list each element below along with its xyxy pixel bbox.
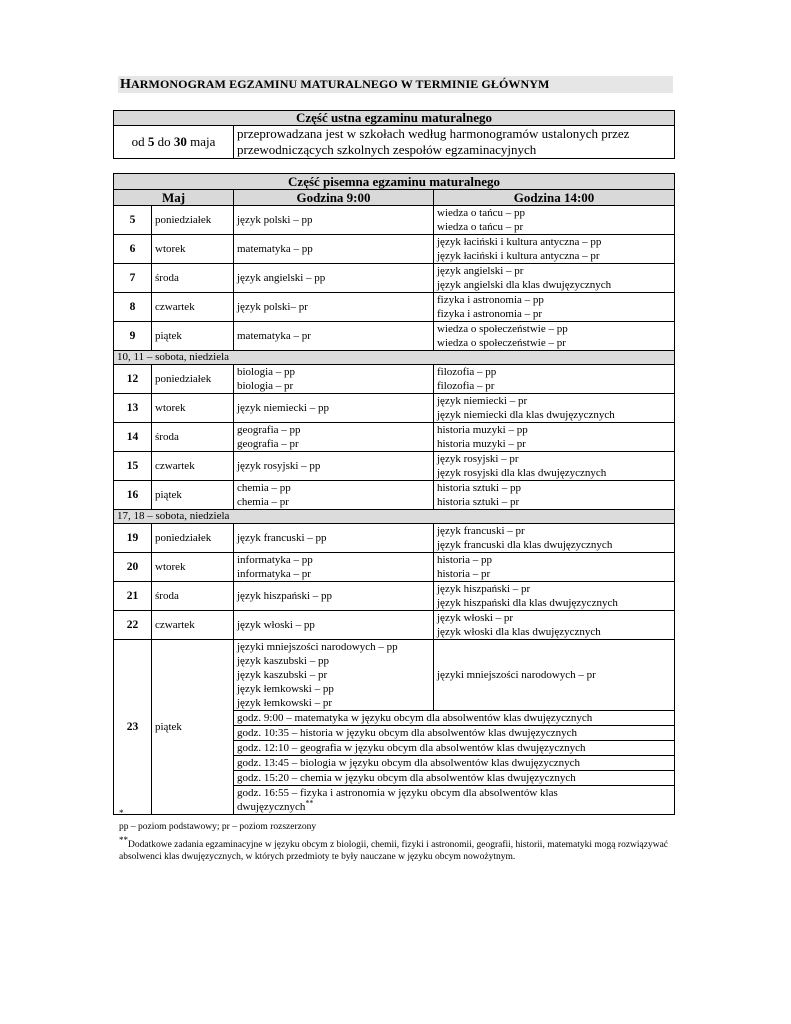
weekday: środa: [152, 264, 234, 293]
morning-exams: język włoski – pp: [234, 611, 434, 640]
day-number: 13: [114, 394, 152, 423]
morning-exams: informatyka – pp informatyka – pr: [234, 553, 434, 582]
weekday: czwartek: [152, 452, 234, 481]
column-header-month: Maj: [114, 190, 234, 206]
schedule-row: [114, 394, 675, 423]
afternoon-exams: język łaciński i kultura antyczna – pp język łaciński i kultura antyczna – pr: [434, 235, 675, 264]
morning-exams: język hiszpański – pp: [234, 582, 434, 611]
day-number: 21: [114, 582, 152, 611]
weekday: piątek: [152, 640, 234, 815]
weekend-row: 10, 11 – sobota, niedziela: [114, 351, 675, 365]
schedule-row: [114, 365, 675, 394]
oral-exam-description: przeprowadzana jest w szkołach według harmonogramów ustalonych przez przewodniczących szkolnych zespołów egzaminacyjnych: [234, 126, 675, 159]
afternoon-exams: historia – pp historia – pr: [434, 553, 675, 582]
morning-exams: język angielski – pp: [234, 264, 434, 293]
weekday: wtorek: [152, 235, 234, 264]
weekday: piątek: [152, 322, 234, 351]
morning-exams: język polski– pr: [234, 293, 434, 322]
morning-exams: biologia – pp biologia – pr: [234, 365, 434, 394]
day-number: 23: [114, 640, 152, 815]
bilingual-exam: godz. 16:55 – fizyka i astronomia w języku obcym dla absolwentów klas dwujęzycznych**: [234, 786, 675, 815]
schedule-row: [114, 611, 675, 640]
weekday: środa: [152, 423, 234, 452]
morning-exams: język francuski – pp: [234, 524, 434, 553]
morning-exams: język polski – pp: [234, 206, 434, 235]
oral-exam-header: Część ustna egzaminu maturalnego: [114, 111, 675, 126]
schedule-row: [114, 235, 675, 264]
morning-exams: języki mniejszości narodowych – pp język kaszubski – pp język kaszubski – pr język łemkowski – pp język łemkowski – pr: [234, 640, 434, 711]
afternoon-exams: filozofia – pp filozofia – pr: [434, 365, 675, 394]
afternoon-exams: historia sztuki – pp historia sztuki – pr: [434, 481, 675, 510]
day-number: 7: [114, 264, 152, 293]
morning-exams: chemia – pp chemia – pr: [234, 481, 434, 510]
schedule-row: [114, 640, 675, 711]
morning-exams: język rosyjski – pp: [234, 452, 434, 481]
morning-exams: język niemiecki – pp: [234, 394, 434, 423]
bilingual-exam: godz. 10:35 – historia w języku obcym dla absolwentów klas dwujęzycznych: [234, 726, 675, 741]
schedule-row: [114, 264, 675, 293]
afternoon-exams: języki mniejszości narodowych – pr: [434, 640, 675, 711]
schedule-row: [114, 524, 675, 553]
day-number: 12: [114, 365, 152, 394]
afternoon-exams: wiedza o społeczeństwie – pp wiedza o społeczeństwie – pr: [434, 322, 675, 351]
day-number: 15: [114, 452, 152, 481]
weekday: czwartek: [152, 293, 234, 322]
schedule-row: [114, 452, 675, 481]
schedule-row: [114, 481, 675, 510]
morning-exams: matematyka – pp: [234, 235, 434, 264]
weekday: piątek: [152, 481, 234, 510]
weekday: środa: [152, 582, 234, 611]
schedule-row: [114, 206, 675, 235]
day-number: 22: [114, 611, 152, 640]
oral-exam-dates: od 5 do 30 maja: [114, 126, 234, 159]
footnote-bilingual: Dodatkowe zadania egzaminacyjne w języku obcym z biologii, chemii, fizyki i astronomii, geografii, historii, matematyki mogą rozwiązywać absolwenci klas dwujęzycznych, w których przedmioty te były nauczane w języku obcym nowożytnym.: [119, 840, 669, 862]
oral-exam-table: [113, 110, 675, 159]
schedule-row: [114, 423, 675, 452]
morning-exams: geografia – pp geografia – pr: [234, 423, 434, 452]
afternoon-exams: język angielski – pr język angielski dla klas dwujęzycznych: [434, 264, 675, 293]
column-header-morning: Godzina 9:00: [234, 190, 434, 206]
bilingual-exam: godz. 12:10 – geografia w języku obcym dla absolwentów klas dwujęzycznych: [234, 741, 675, 756]
column-header-afternoon: Godzina 14:00: [434, 190, 675, 206]
schedule-row: [114, 322, 675, 351]
written-exam-table: [113, 173, 675, 815]
schedule-row: [114, 293, 675, 322]
day-number: 16: [114, 481, 152, 510]
day-number: 19: [114, 524, 152, 553]
day-number: 8: [114, 293, 152, 322]
schedule-row: [114, 553, 675, 582]
afternoon-exams: język niemiecki – pr język niemiecki dla klas dwujęzycznych: [434, 394, 675, 423]
weekday: poniedziałek: [152, 524, 234, 553]
day-number: 9: [114, 322, 152, 351]
weekday: poniedziałek: [152, 206, 234, 235]
afternoon-exams: historia muzyki – pp historia muzyki – pr: [434, 423, 675, 452]
day-number: 20: [114, 553, 152, 582]
morning-exams: matematyka – pr: [234, 322, 434, 351]
afternoon-exams: język francuski – pr język francuski dla klas dwujęzycznych: [434, 524, 675, 553]
day-number: 5: [114, 206, 152, 235]
weekday: wtorek: [152, 394, 234, 423]
footnote-levels: pp – poziom podstawowy; pr – poziom rozszerzony: [119, 822, 317, 832]
bilingual-exam: godz. 13:45 – biologia w języku obcym dla absolwentów klas dwujęzycznych: [234, 756, 675, 771]
written-exam-header: Część pisemna egzaminu maturalnego: [114, 174, 675, 190]
afternoon-exams: wiedza o tańcu – pp wiedza o tańcu – pr: [434, 206, 675, 235]
afternoon-exams: język hiszpański – pr język hiszpański dla klas dwujęzycznych: [434, 582, 675, 611]
bilingual-exam: godz. 9:00 – matematyka w języku obcym dla absolwentów klas dwujęzycznych: [234, 711, 675, 726]
weekday: poniedziałek: [152, 365, 234, 394]
weekday: wtorek: [152, 553, 234, 582]
afternoon-exams: fizyka i astronomia – pp fizyka i astronomia – pr: [434, 293, 675, 322]
day-number: 14: [114, 423, 152, 452]
footnotes: * pp – poziom podstawowy; pr – poziom rozszerzony **Dodatkowe zadania egzaminacyjne w języku obcym z biologii, chemii, fizyki i astronomii, geografii, historii, matematyki mogą rozwiązywać absolwenci klas dwujęzycznych, w których przedmioty te były nauczane w języku obcym nowożytnym.: [119, 812, 679, 863]
weekday: czwartek: [152, 611, 234, 640]
day-number: 6: [114, 235, 152, 264]
afternoon-exams: język rosyjski – pr język rosyjski dla klas dwujęzycznych: [434, 452, 675, 481]
bilingual-exam: godz. 15:20 – chemia w języku obcym dla absolwentów klas dwujęzycznych: [234, 771, 675, 786]
afternoon-exams: język włoski – pr język włoski dla klas dwujęzycznych: [434, 611, 675, 640]
document-title: HARMONOGRAM EGZAMINU MATURALNEGO W TERMINIE GŁÓWNYM: [120, 77, 550, 92]
schedule-row: [114, 582, 675, 611]
weekend-row: 17, 18 – sobota, niedziela: [114, 510, 675, 524]
